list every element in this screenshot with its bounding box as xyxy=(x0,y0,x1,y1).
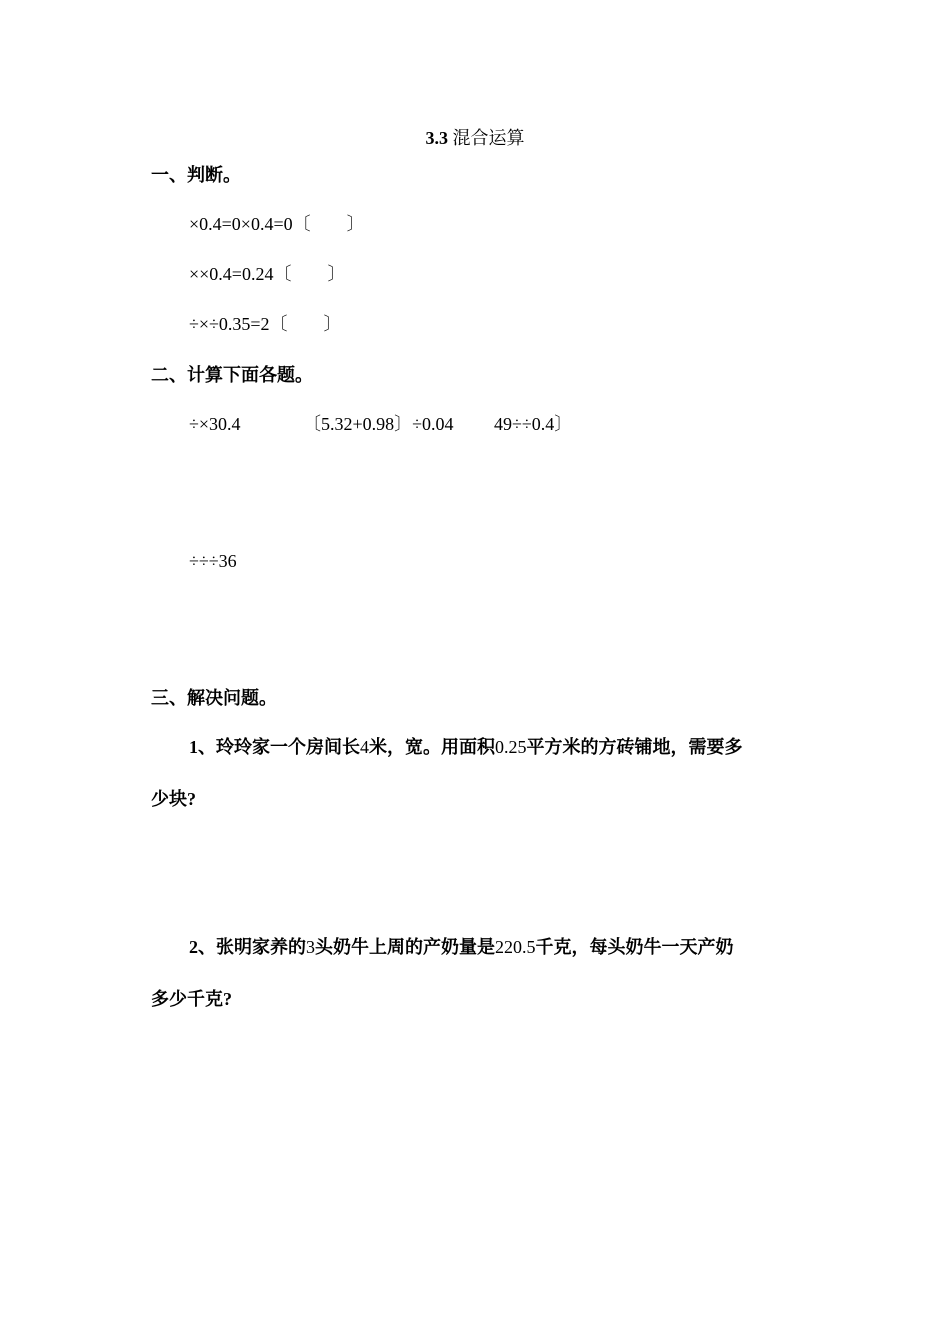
q1-text-c: 米，宽。用面积 xyxy=(369,737,495,757)
calc-problem-1: ÷×30.4 xyxy=(189,414,241,434)
judge-item-2: ××0.4=0.24〔 〕 xyxy=(189,264,346,284)
section3-heading: 三、解决问题。 xyxy=(151,688,277,708)
page-title xyxy=(0,126,950,150)
q1-text-a: 1、玲玲家一个房间长 xyxy=(189,737,360,757)
calc-problem-3: 49÷÷0.4〕 xyxy=(494,414,573,434)
q2-text-e: 千克，每头奶牛一天产奶 xyxy=(535,937,734,957)
title-number: 3.3 xyxy=(425,128,448,148)
question-1-line-1 xyxy=(189,735,743,759)
question-2-line-2: 多少千克? xyxy=(151,989,232,1009)
section1-heading: 一、判断。 xyxy=(151,165,241,185)
judge-item-1: ×0.4=0×0.4=0〔 〕 xyxy=(189,214,365,234)
question-2-line-1 xyxy=(189,935,734,959)
q1-number-area: 0.25 xyxy=(495,737,527,757)
q2-text-a: 2、张明家养的 xyxy=(189,937,306,957)
calc-problem-4: ÷÷÷36 xyxy=(189,551,237,571)
title-text: 混合运算 xyxy=(452,128,525,148)
q2-number-milk: 220.5 xyxy=(495,937,536,957)
calc-problem-2: 〔5.32+0.98〕÷0.04 xyxy=(303,414,454,434)
question-1-line-2: 少块? xyxy=(151,789,196,809)
q2-number-cows: 3 xyxy=(306,937,315,957)
q1-text-e: 平方米的方砖铺地，需要多 xyxy=(526,737,743,757)
q1-number-length: 4 xyxy=(360,737,369,757)
q2-text-c: 头奶牛上周的产奶量是 xyxy=(315,937,495,957)
section2-heading: 二、计算下面各题。 xyxy=(151,365,313,385)
judge-item-3: ÷×÷0.35=2〔 〕 xyxy=(189,314,342,334)
